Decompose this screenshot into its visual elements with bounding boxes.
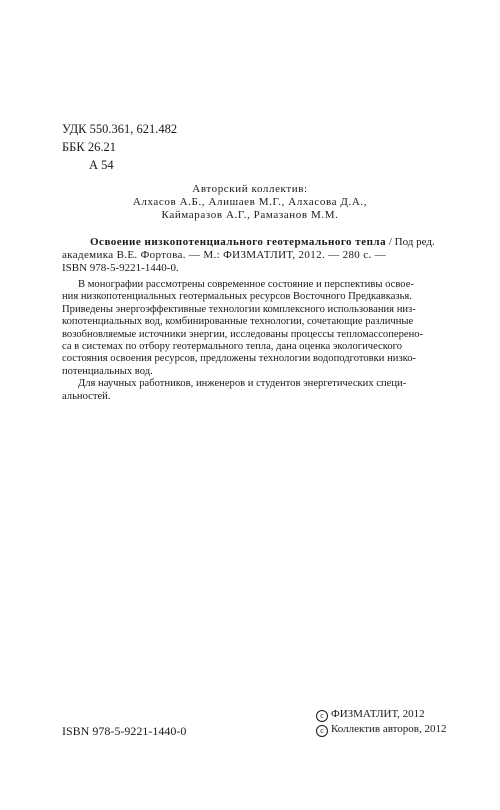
bbk-code: ББК 26.21 <box>62 140 116 154</box>
bibliographic-citation <box>62 236 440 275</box>
author-mark: А 54 <box>89 158 114 172</box>
copyright-publisher-text: ФИЗМАТЛИТ, 2012 <box>331 708 425 720</box>
annotation-line: ния низкопотенциальных геотермальных ресурсов Восточного Предкавказья. <box>62 291 412 303</box>
annotation-line: состояния освоения ресурсов, предложены технологии водоподготовки низко- <box>62 353 417 365</box>
annotation <box>62 279 440 403</box>
authors-line-2: Каймаразов А.Г., Рамазанов М.М. <box>161 209 339 221</box>
citation-isbn: ISBN 978-5-9221-1440-0. <box>62 262 179 274</box>
annotation-paragraph-2 <box>62 378 440 403</box>
copyright-authors-text: Коллектив авторов, 2012 <box>331 723 447 735</box>
citation-line-2: академика В.Е. Фортова. — М.: ФИЗМАТЛИТ, 2012. — 280 с. — <box>62 249 387 261</box>
annotation-line: Для научных работников, инженеров и студентов энергетических специ- <box>78 378 407 390</box>
copyright-authors <box>316 722 447 737</box>
annotation-line: Приведены энергоэффективные технологии комплексного использования низ- <box>62 303 416 315</box>
annotation-line: В монографии рассмотрены современное состояние и перспективы освое- <box>78 279 414 290</box>
copyright-icon: c <box>316 725 328 737</box>
copyright-block <box>316 707 447 737</box>
annotation-line: альностей. <box>62 390 111 402</box>
citation-editor: / Под ред. <box>386 236 435 248</box>
author-collective <box>62 183 438 222</box>
udk-code: УДК 550.361, 621.482 <box>62 122 178 136</box>
isbn-footer: ISBN 978-5-9221-1440-0 <box>62 724 187 738</box>
classification-codes <box>62 120 177 174</box>
annotation-line: потенциальных вод. <box>62 365 153 377</box>
citation-line-1 <box>62 236 440 249</box>
copyright-icon: c <box>316 710 328 722</box>
annotation-line: копотенциальных вод, комбинированные технологии, сочетающие различные <box>62 316 414 328</box>
annotation-paragraph-1 <box>62 279 440 378</box>
authors-line-1: Алхасов А.Б., Алишаев М.Г., Алхасова Д.А., <box>132 196 368 208</box>
annotation-line: са в системах по отбору геотермального тепла, дана оценка экологического <box>62 341 403 353</box>
annotation-line: возобновляемые источники энергии, исследованы процессы тепломассоперено- <box>62 328 424 340</box>
authors-heading: Авторский коллектив: <box>192 183 308 195</box>
copyright-publisher <box>316 707 447 722</box>
book-title: Освоение низкопотенциального геотермального тепла <box>90 236 387 248</box>
